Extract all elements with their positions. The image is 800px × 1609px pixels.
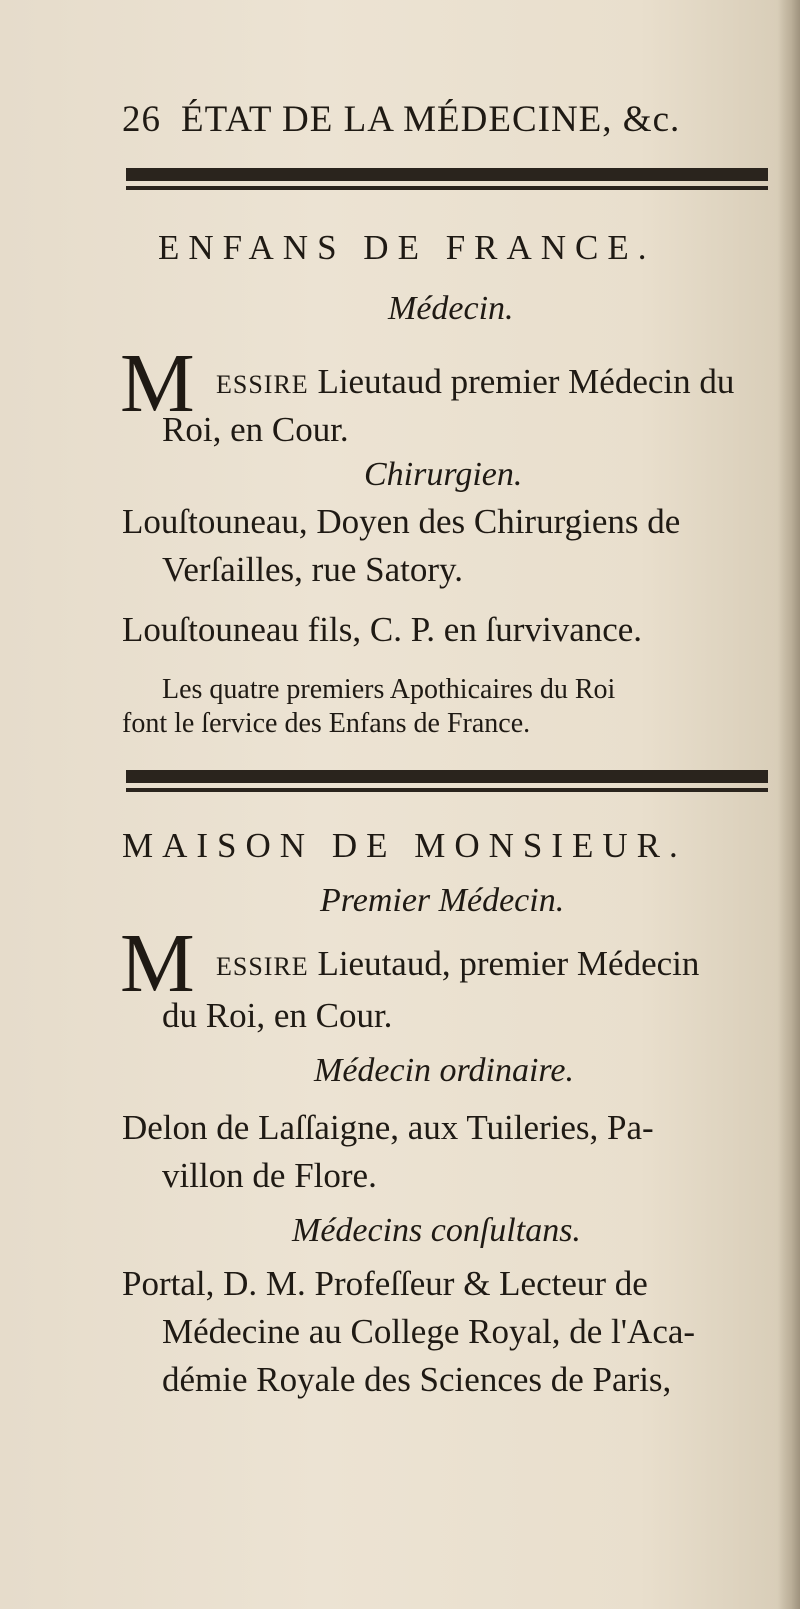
entry-loustouneau-line2: Verſailles, rue Satory.: [162, 550, 463, 589]
double-rule-top: [126, 168, 768, 196]
drop-cap-m-1: M: [120, 337, 195, 430]
subheading-premier-medecin: Premier Médecin.: [320, 882, 565, 919]
subheading-medecin-ordinaire: Médecin ordinaire.: [314, 1052, 574, 1089]
page-number: 26: [122, 99, 161, 140]
entry-portal-line3: démie Royale des Sciences de Paris,: [162, 1360, 672, 1399]
subheading-medecin: Médecin.: [388, 290, 514, 327]
entry-delon-line2: villon de Flore.: [162, 1156, 377, 1195]
subheading-medecins-consultans: Médecins conſultans.: [292, 1212, 581, 1249]
entry-lieutaud2-line1: ESSIRE Lieutaud, premier Médecin: [216, 944, 700, 983]
drop-cap-m-2: M: [120, 917, 195, 1010]
entry-delon-line1: Delon de Laſſaigne, aux Tuileries, Pa-: [122, 1108, 654, 1147]
note-apothicaires-line1: Les quatre premiers Apothicaires du Roi: [162, 674, 616, 705]
section-title-enfans: ENFANS DE FRANCE.: [158, 228, 656, 267]
note-apothicaires-line2: font le ſervice des Enfans de France.: [122, 708, 531, 739]
page-fold-shadow: [778, 0, 800, 1609]
double-rule-middle: [126, 770, 768, 798]
entry-lieutaud-line1: ESSIRE Lieutaud premier Médecin du: [216, 362, 735, 401]
running-header: [122, 98, 762, 141]
entry-loustouneau-fils: Louſtouneau fils, C. P. en ſurvivance.: [122, 610, 643, 649]
entry-loustouneau-line1: Louſtouneau, Doyen des Chirurgiens de: [122, 502, 681, 541]
entry-portal-line1: Portal, D. M. Profeſſeur & Lecteur de: [122, 1264, 648, 1303]
subheading-chirurgien: Chirurgien.: [364, 456, 523, 493]
entry-lieutaud-line2: Roi, en Cour.: [162, 410, 349, 449]
entry-portal-line2: Médecine au College Royal, de l'Aca-: [162, 1312, 696, 1351]
entry-lieutaud2-line2: du Roi, en Cour.: [162, 996, 393, 1035]
running-title: ÉTAT DE LA MÉDECINE, &c.: [181, 99, 681, 140]
section-title-monsieur: MAISON DE MONSIEUR.: [122, 826, 687, 865]
